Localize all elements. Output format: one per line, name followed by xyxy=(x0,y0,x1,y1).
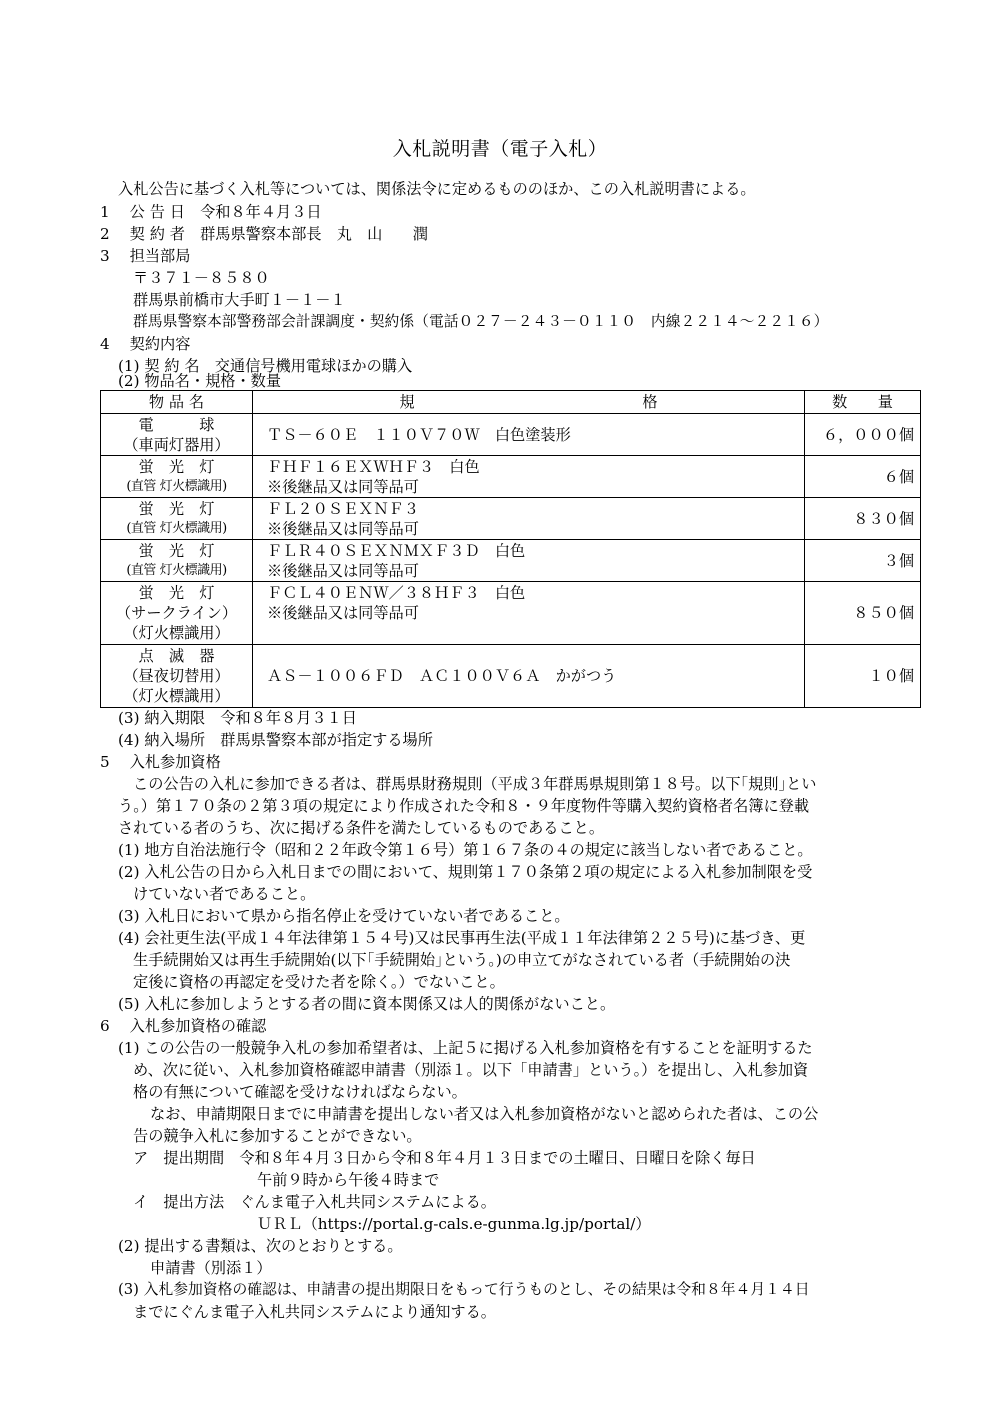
page-title: 入札説明書（電子入札） xyxy=(392,138,608,160)
table-row xyxy=(101,456,921,498)
table-row xyxy=(101,645,921,708)
spec-cell: ＦＬ２０ＳＥＸＮＦ３ ※後継品又は同等品可 xyxy=(253,498,805,540)
section-6-url: ＵＲＬ（https://portal.g-cals.e-gunma.lg.jp/portal/） xyxy=(257,1215,651,1233)
header-quantity: 数 量 xyxy=(805,391,921,414)
item-name-cell: 蛍 光 灯 （サークライン） （灯火標識用） xyxy=(101,582,253,645)
section-6-submission-hours: 午前９時から午後４時まで xyxy=(257,1171,440,1189)
section-6-1-note-continued: 告の競争入札に参加することができない。 xyxy=(133,1127,422,1145)
section-3-department: 群馬県警察本部警務部会計課調度・契約係（電話０２７－２４３－０１１０ 内線２２１４～２２１６） xyxy=(133,313,829,330)
section-2-contractor: 2 契 約 者 群馬県警察本部長 丸 山 潤 xyxy=(100,225,428,243)
section-3-heading: 3 担当部局 xyxy=(100,247,191,265)
item-name-cell: 蛍 光 灯 (直管 灯火標識用) xyxy=(101,456,253,498)
section-4-heading: 4 契約内容 xyxy=(100,335,191,353)
table-header-row xyxy=(101,391,921,414)
section-5-paragraph-line: この公告の入札に参加できる者は、群馬県財務規則（平成３年群馬県規則第１８号。以下｢規則｣とい xyxy=(133,775,817,793)
section-1-announcement-date: 1 公 告 日 令和８年４月３日 xyxy=(100,203,322,221)
quantity-cell: ３個 xyxy=(805,540,921,582)
table-row xyxy=(101,498,921,540)
quantity-cell: ８３０個 xyxy=(805,498,921,540)
section-4-3-delivery-deadline: (3) 納入期限 令和８年８月３１日 xyxy=(118,709,357,727)
section-6-submission-period: ア 提出期間 令和８年４月３日から令和８年４月１３日までの土曜日、日曜日を除く毎日 xyxy=(133,1149,756,1167)
section-6-heading: 6 入札参加資格の確認 xyxy=(100,1017,267,1035)
section-3-address: 群馬県前橋市大手町１－１－１ xyxy=(133,291,346,309)
section-6-1-note: なお、申請期限日までに申請書を提出しない者又は入札参加資格がないと認められた者は、この公 xyxy=(150,1105,819,1123)
table-row xyxy=(101,582,921,645)
section-4-1-contract-name: (1) 契 約 名 交通信号機用電球ほかの購入 xyxy=(118,357,413,375)
spec-cell: ＦＨＦ１６ＥＸＷＨＦ３ 白色 ※後継品又は同等品可 xyxy=(253,456,805,498)
section-4-4-delivery-place: (4) 納入場所 群馬県警察本部が指定する場所 xyxy=(118,731,433,749)
item-name-cell: 蛍 光 灯 (直管 灯火標識用) xyxy=(101,498,253,540)
section-6-2: (2) 提出する書類は、次のとおりとする。 xyxy=(118,1237,403,1255)
items-table xyxy=(100,390,921,708)
table-row xyxy=(101,540,921,582)
section-6-submission-method: イ 提出方法 ぐんま電子入札共同システムによる。 xyxy=(133,1193,496,1211)
item-name-cell: 蛍 光 灯 (直管 灯火標識用) xyxy=(101,540,253,582)
section-6-1-continued: め、次に従い、入札参加資格確認申請書（別添１。以下「申請書」という。）を提出し、入札参加資 xyxy=(133,1061,809,1079)
header-spec: 規 格 xyxy=(253,391,805,414)
section-5-heading: 5 入札参加資格 xyxy=(100,753,221,771)
quantity-cell: １０個 xyxy=(805,645,921,708)
intro-text: 入札公告に基づく入札等については、関係法令に定めるもののほか、この入札説明書による。 xyxy=(118,180,756,198)
section-5-4: (4) 会社更生法(平成１４年法律第１５４号)又は民事再生法(平成１１年法律第２２５号)に基づき、更 xyxy=(118,929,806,947)
section-6-3: (3) 入札参加資格の確認は、申請書の提出期限日をもって行うものとし、その結果は令和８年４月１４日 xyxy=(118,1281,810,1298)
spec-cell: ＦＬＲ４０ＳＥＸＮＭＸＦ３Ｄ 白色 ※後継品又は同等品可 xyxy=(253,540,805,582)
section-5-4-continued: 生手続開始又は再生手続開始(以下｢手続開始｣という。)の申立てがなされている者（手続開始の決 xyxy=(133,951,791,969)
section-5-4-continued: 定後に資格の再認定を受けた者を除く。）でないこと。 xyxy=(133,973,505,991)
section-4-2-items-heading: (2) 物品名・規格・数量 xyxy=(118,372,282,390)
section-5-3: (3) 入札日において県から指名停止を受けていない者であること。 xyxy=(118,907,570,925)
section-5-paragraph-line: う。）第１７０条の２第３項の規定により作成された令和８・９年度物件等購入契約資格者名簿に登載 xyxy=(118,797,810,815)
item-name-cell: 電 球 （車両灯器用） xyxy=(101,414,253,456)
section-6-1-continued: 格の有無について確認を受けなければならない。 xyxy=(133,1083,467,1101)
item-name-cell: 点 滅 器 （昼夜切替用） （灯火標識用） xyxy=(101,645,253,708)
section-6-1: (1) この公告の一般競争入札の参加希望者は、上記５に掲げる入札参加資格を有することを証明するた xyxy=(118,1039,813,1057)
quantity-cell: ６，０００個 xyxy=(805,414,921,456)
section-5-1: (1) 地方自治法施行令（昭和２２年政令第１６号）第１６７条の４の規定に該当しない者であること。 xyxy=(118,841,813,859)
quantity-cell: ８５０個 xyxy=(805,582,921,645)
section-5-paragraph-line: されている者のうち、次に掲げる条件を満たしているものであること。 xyxy=(118,819,604,837)
spec-cell: ＡＳ－１００６ＦＤ ＡＣ１００Ｖ６Ａ かがつう xyxy=(253,645,805,708)
table-row xyxy=(101,414,921,456)
header-item-name: 物 品 名 xyxy=(101,391,253,414)
section-6-3-continued: までにぐんま電子入札共同システムにより通知する。 xyxy=(133,1303,496,1321)
spec-cell: ＦＣＬ４０ＥＮＷ／３８ＨＦ３ 白色 ※後継品又は同等品可 xyxy=(253,582,805,645)
section-5-2-continued: けていない者であること。 xyxy=(133,885,316,903)
section-5-5: (5) 入札に参加しようとする者の間に資本関係又は人的関係がないこと。 xyxy=(118,995,616,1013)
section-5-2: (2) 入札公告の日から入札日までの間において、規則第１７０条第２項の規定による入札参加制限を受 xyxy=(118,863,813,881)
spec-cell: ＴＳ－６０Ｅ １１０Ｖ７０Ｗ 白色塗装形 xyxy=(253,414,805,456)
section-6-2-document: 申請書（別添１） xyxy=(150,1259,272,1277)
quantity-cell: ６個 xyxy=(805,456,921,498)
section-3-zip: 〒３７１－８５８０ xyxy=(133,269,270,287)
